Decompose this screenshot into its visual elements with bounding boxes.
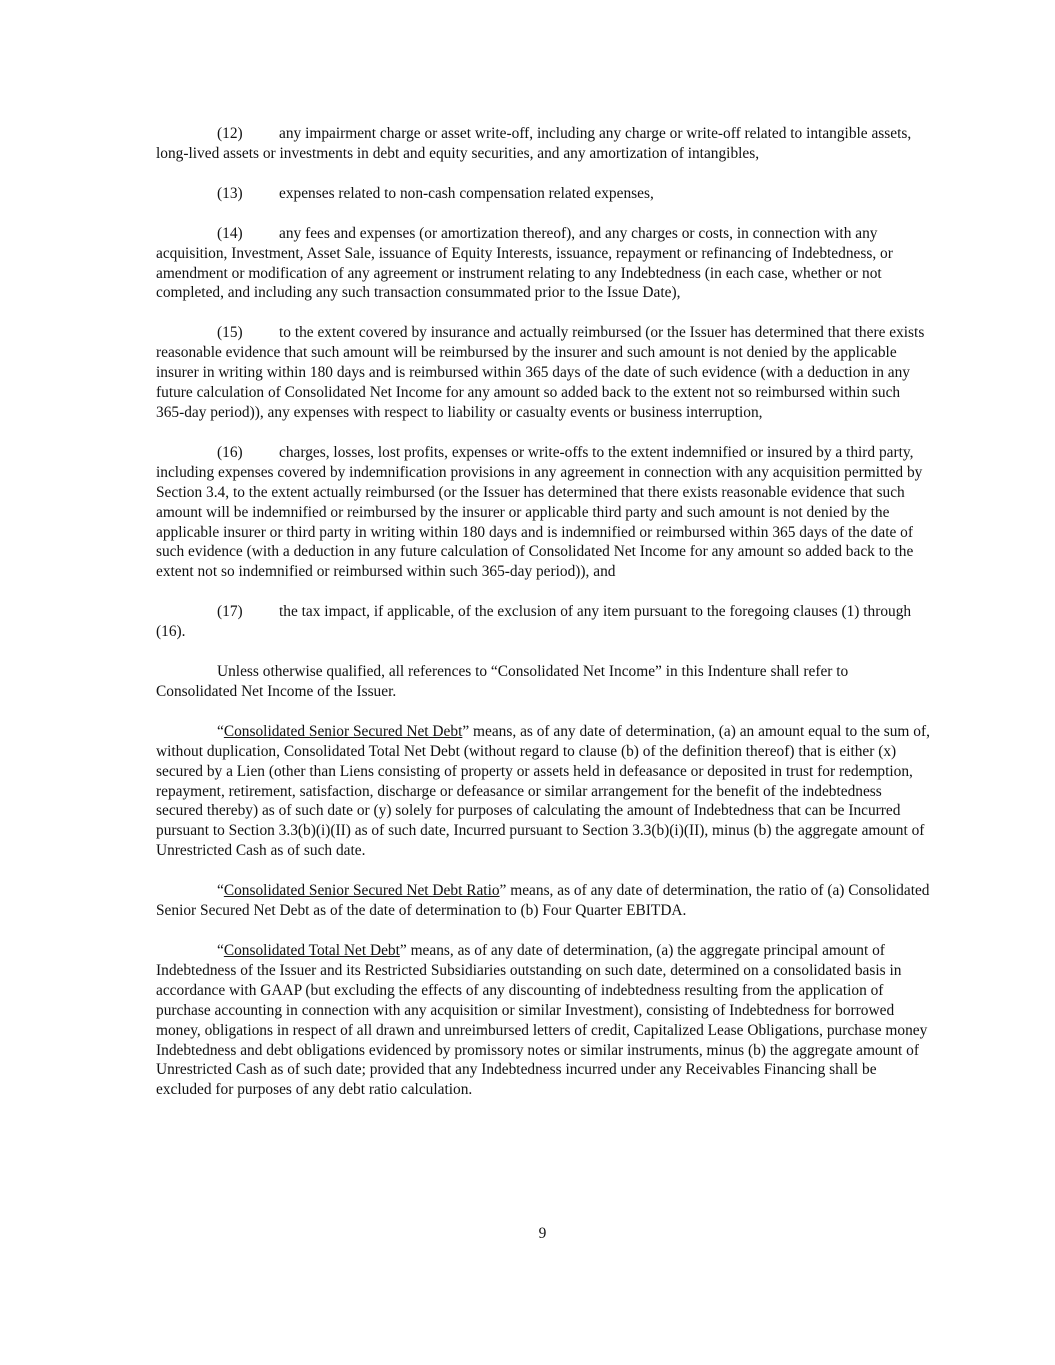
- defined-term: Consolidated Senior Secured Net Debt Ratio: [223, 882, 500, 900]
- page-number: 9: [538, 1225, 547, 1242]
- definition-text: means, as of any date of determination, the ratio of (a) Consolidated Senior Secured Net Debt as of the date of determination to (b) Four Quarter EBITDA.: [156, 882, 930, 920]
- open-quote: “: [217, 722, 224, 740]
- clause-14: [156, 224, 932, 304]
- clause-number: (16): [217, 443, 243, 461]
- document-page: [156, 124, 932, 1120]
- close-quote: ”: [399, 942, 407, 959]
- definition-consolidated-total-net-debt: [156, 941, 932, 1100]
- clause-number: (14): [217, 224, 243, 242]
- summary-paragraph: Unless otherwise qualified, all references to “Consolidated Net Income” in this Indenture shall refer to Consolidated Net Income of the Issuer.: [156, 663, 849, 700]
- open-quote: “: [217, 882, 224, 900]
- definition-text: means, as of any date of determination, (a) the aggregate principal amount of Indebtedness of the Issuer and its Restricted Subsidiaries outstanding on such date, determined on a consolidated basis in accordance with GAAP (but excluding the effects of any discounting of indebtedness resulting from the application of purchase accounting in connection with any acquisition or similar Investment), consisting of Indebtedness for borrowed money, obligations in respect of all drawn and unreimbursed letters of credit, Capitalized Lease Obligations, purchase money Indebtedness and debt obligations evidenced by promissory notes or similar instruments, minus (b) the aggregate amount of Unrestricted Cash as of such date; provided that any Indebtedness incurred under any Receivables Financing shall be excluded for purposes of any debt ratio calculation.: [156, 942, 928, 1099]
- clause-16: [156, 443, 932, 582]
- clause-text: expenses related to non-cash compensation related expenses,: [279, 184, 654, 202]
- defined-term: Consolidated Senior Secured Net Debt: [223, 722, 463, 740]
- clause-text: any fees and expenses (or amortization thereof), and any charges or costs, in connection with any acquisition, Investment, Asset Sale, issuance of Equity Interests, issuance, repayment or refinancing of Indebtedness, or amendment or modification of any agreement or instrument relating to any Indebtedness (in each case, whether or not completed, and including any such transaction consummated prior to the Issue Date),: [156, 224, 893, 302]
- clause-text: any impairment charge or asset write-off, including any charge or write-off related to intangible assets, long-lived assets or investments in debt and equity securities, and any amortization of intangibles,: [156, 125, 912, 162]
- clause-13: [156, 184, 932, 204]
- clause-text: the tax impact, if applicable, of the exclusion of any item pursuant to the foregoing clauses (1) through (16).: [156, 603, 912, 641]
- clause-text: charges, losses, lost profits, expenses or write-offs to the extent indemnified or insured by a third party, including expenses covered by indemnification provisions in any agreement in connection with any acquisition permitted by Section 3.4, to the extent actually reimbursed (or the Issuer has determined that there exists reasonable evidence that such amount will be indemnified or reimbursed by the insurer or applicable third party and such amount is not denied by the applicable insurer or third party in writing within 180 days and is indemnified or reimbursed within 365 days of the date of such evidence (with a deduction in any future calculation of Consolidated Net Income for any amount so added back to the extent not so indemnified or reimbursed within such 365-day period)), and: [156, 443, 923, 581]
- close-quote: ”: [462, 722, 470, 740]
- clause-number: (15): [217, 324, 243, 342]
- clause-number: (17): [217, 603, 243, 621]
- definition-consolidated-senior-secured-net-debt-ratio: [156, 881, 932, 921]
- definition-text: means, as of any date of determination, (a) an amount equal to the sum of, without duplication, Consolidated Total Net Debt (without regard to clause (b) of the definition thereof) that is either (x) secured by a Lien (other than Liens consisting of property or assets held in defeasance or deposited in trust for redemption, repayment, retirement, satisfaction, discharge or defeasance or similar arrangement for the benefit of the indebtedness secured thereby) as of such date or (y) solely for purposes of calculating the amount of Indebtedness that can be Incurred pursuant to Section 3.3(b)(i)(II) as of such date, Incurred pursuant to Section 3.3(b)(i)(II), minus (b) the aggregate amount of Unrestricted Cash as of such date.: [156, 722, 930, 860]
- clause-17: [156, 602, 932, 642]
- open-quote: “: [217, 942, 224, 959]
- definition-consolidated-senior-secured-net-debt: [156, 722, 932, 861]
- clause-12: [156, 124, 932, 164]
- clause-number: (13): [217, 184, 243, 202]
- clause-15: [156, 323, 932, 423]
- defined-term: Consolidated Total Net Debt: [223, 942, 400, 959]
- clause-text: to the extent covered by insurance and actually reimbursed (or the Issuer has determined that there exists reasonable evidence that such amount will be reimbursed by the insurer and such amount is not denied by the applicable insurer in writing within 180 days and is reimbursed within 365 days of the date of such evidence (with a deduction in any future calculation of Consolidated Net Income for any amount so added back to the extent not so reimbursed within such 365-day period)), any expenses with respect to liability or casualty events or business interruption,: [156, 324, 925, 421]
- clause-number: (12): [217, 125, 243, 142]
- close-quote: ”: [499, 882, 507, 900]
